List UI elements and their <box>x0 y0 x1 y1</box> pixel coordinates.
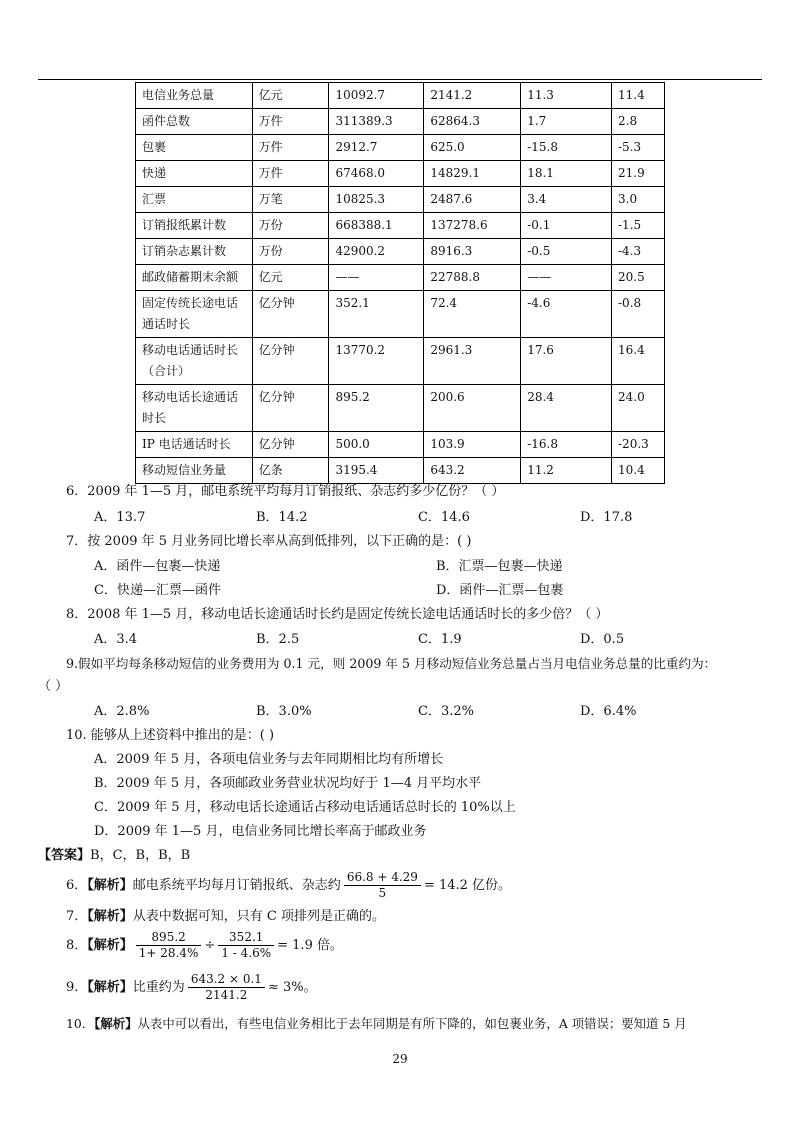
table-row <box>136 338 665 385</box>
table-cell: -20.3 <box>612 432 665 458</box>
table-cell: 668388.1 <box>329 213 424 239</box>
table-cell: 订销杂志累计数 <box>136 239 253 265</box>
analysis-9-denominator: 2141.2 <box>205 988 248 1002</box>
analysis-7-text: 从表中数据可知，只有 C 项排列是正确的。 <box>132 909 386 924</box>
table-cell: 8916.3 <box>424 239 521 265</box>
analysis-6-fraction <box>344 870 421 901</box>
q8-stem: 8．2008 年 1—5 月，移动电话长途通话时长约是固定传统长途电话通话时长的多少倍？（ ） <box>66 607 609 622</box>
table-cell: -15.8 <box>521 135 612 161</box>
q8-option-d: D．0.5 <box>580 632 625 647</box>
answer-text: B，C，B，B，B <box>90 848 191 863</box>
table-cell: 643.2 <box>424 458 521 484</box>
table-cell: 函件总数 <box>136 109 253 135</box>
analysis-7-tag: 【解析】 <box>87 909 133 924</box>
table-cell: 亿元 <box>252 83 329 109</box>
table-cell: 137278.6 <box>424 213 521 239</box>
analysis-7 <box>66 908 385 926</box>
q8-option-b: B．2.5 <box>256 632 300 647</box>
table-cell: IP 电话通话时长 <box>136 432 253 458</box>
table-cell: 28.4 <box>521 385 612 432</box>
table-cell: 亿分钟 <box>252 291 329 338</box>
page-number: 29 <box>392 1052 408 1066</box>
table-cell: 万份 <box>252 239 329 265</box>
analysis-8 <box>66 928 343 964</box>
q7-option-a: A．函件—包裹—快递 <box>94 559 221 574</box>
table-row <box>136 458 665 484</box>
table-row <box>136 83 665 109</box>
analysis-8-tag: 【解析】 <box>87 938 133 953</box>
table-cell: 11.4 <box>612 83 665 109</box>
q7-option-c: C．快递—汇票—函件 <box>94 583 221 598</box>
statistics-table <box>135 82 665 484</box>
analysis-9-text: 比重约为 <box>132 980 185 995</box>
analysis-10-tag: 【解析】 <box>94 1016 138 1031</box>
table-cell: 包裹 <box>136 135 253 161</box>
analysis-6-text: 邮电系统平均每月订销报纸、杂志约 <box>132 878 341 893</box>
table-row <box>136 187 665 213</box>
table-cell: 200.6 <box>424 385 521 432</box>
analysis-10 <box>66 1015 687 1033</box>
q9-option-a: A．2.8% <box>94 704 150 719</box>
analysis-9-result: ≈ 3%。 <box>267 980 317 995</box>
table-cell: 67468.0 <box>329 161 424 187</box>
table-cell: 11.2 <box>521 458 612 484</box>
table-row <box>136 291 665 338</box>
q6-option-b: B．14.2 <box>256 510 308 525</box>
table-cell: 10.4 <box>612 458 665 484</box>
q8-option-c: C．1.9 <box>418 632 462 647</box>
q7-option-d: D．函件—汇票—包裹 <box>436 583 564 598</box>
table-cell: 邮政储蓄期末余额 <box>136 265 253 291</box>
table-cell: 352.1 <box>329 291 424 338</box>
table-cell: 万笔 <box>252 187 329 213</box>
answer-label: 【答案】 <box>38 848 91 863</box>
analysis-8-divide: ÷ <box>204 938 216 953</box>
table-cell: 13770.2 <box>329 338 424 385</box>
table-row <box>136 432 665 458</box>
table-cell: 10092.7 <box>329 83 424 109</box>
analysis-6-numerator: 66.8 + 4.29 <box>344 870 421 886</box>
table-cell: 3195.4 <box>329 458 424 484</box>
table-cell: —— <box>329 265 424 291</box>
analysis-8-fraction-1 <box>136 930 202 961</box>
table-cell: 固定传统长途电话通话时长 <box>136 291 253 338</box>
q8-option-a: A．3.4 <box>94 632 138 647</box>
analysis-6-tag: 【解析】 <box>87 878 133 893</box>
table-cell: 亿分钟 <box>252 338 329 385</box>
analysis-10-number: 10． <box>66 1016 95 1031</box>
table-cell: 625.0 <box>424 135 521 161</box>
table-cell: 万份 <box>252 213 329 239</box>
table-row <box>136 385 665 432</box>
q9-option-b: B．3.0% <box>256 704 312 719</box>
analysis-6-denominator: 5 <box>378 886 387 900</box>
table-cell: -0.1 <box>521 213 612 239</box>
table-cell: 万件 <box>252 109 329 135</box>
analysis-7-number: 7． <box>66 909 88 924</box>
analysis-9-fraction <box>188 972 265 1003</box>
table-row <box>136 265 665 291</box>
table-cell: 亿分钟 <box>252 385 329 432</box>
analysis-6-number: 6． <box>66 878 88 893</box>
table-cell: 2961.3 <box>424 338 521 385</box>
q7-stem: 7．按 2009 年 5 月业务同比增长率从高到低排列，以下正确的是：( ) <box>66 534 472 549</box>
table-cell: 2.8 <box>612 109 665 135</box>
analysis-8-fraction-2 <box>218 930 274 961</box>
table-cell: 24.0 <box>612 385 665 432</box>
table-row <box>136 109 665 135</box>
table-row <box>136 213 665 239</box>
analysis-8-numerator-2: 352.1 <box>218 930 274 946</box>
table-cell: 3.4 <box>521 187 612 213</box>
table-cell: 移动短信业务量 <box>136 458 253 484</box>
q6-stem: 6．2009 年 1—5 月，邮电系统平均每月订销报纸、杂志约多少亿份？（ ） <box>66 484 505 499</box>
q9-stem-paren: （ ） <box>38 679 69 694</box>
analysis-9 <box>66 970 317 1006</box>
table-cell: 万件 <box>252 161 329 187</box>
table-cell: 14829.1 <box>424 161 521 187</box>
table-cell: 1.7 <box>521 109 612 135</box>
table-cell: 亿元 <box>252 265 329 291</box>
answer-line <box>38 847 190 865</box>
analysis-8-result: = 1.9 倍。 <box>277 938 343 953</box>
table-cell: 311389.3 <box>329 109 424 135</box>
q9-stem: 9.假如平均每条移动短信的业务费用为 0.1 元，则 2009 年 5 月移动短信业务总量占当月电信业务总量的比重约为： <box>66 656 717 671</box>
table-cell: 103.9 <box>424 432 521 458</box>
table-cell: 电信业务总量 <box>136 83 253 109</box>
table-row <box>136 239 665 265</box>
analysis-8-denominator-2: 1 - 4.6% <box>221 946 272 960</box>
table-cell: 500.0 <box>329 432 424 458</box>
analysis-8-denominator-1: 1+ 28.4% <box>138 946 199 960</box>
analysis-10-text: 从表中可以看出，有些电信业务相比于去年同期是有所下降的，如包裹业务，A 项错误；要知道 5 月 <box>137 1016 687 1031</box>
table-cell: 亿分钟 <box>252 432 329 458</box>
table-cell: -4.3 <box>612 239 665 265</box>
analysis-8-numerator-1: 895.2 <box>136 930 202 946</box>
table-cell: 21.9 <box>612 161 665 187</box>
table-cell: 2487.6 <box>424 187 521 213</box>
q6-option-d: D．17.8 <box>580 510 633 525</box>
table-cell: 62864.3 <box>424 109 521 135</box>
q10-option-b: B．2009 年 5 月，各项邮政业务营业状况均好于 1—4 月平均水平 <box>94 776 482 791</box>
table-cell: —— <box>521 265 612 291</box>
table-cell: 11.3 <box>521 83 612 109</box>
table-cell: 20.5 <box>612 265 665 291</box>
table-cell: -4.6 <box>521 291 612 338</box>
table-cell: 17.6 <box>521 338 612 385</box>
table-cell: 亿条 <box>252 458 329 484</box>
q10-option-a: A．2009 年 5 月，各项电信业务与去年同期相比均有所增长 <box>94 752 444 767</box>
table-row <box>136 161 665 187</box>
q7-option-b: B．汇票—包裹—快递 <box>436 559 563 574</box>
table-cell: 16.4 <box>612 338 665 385</box>
table-row <box>136 135 665 161</box>
q9-option-c: C．3.2% <box>418 704 474 719</box>
q10-stem: 10. 能够从上述资料中推出的是：( ) <box>66 728 275 743</box>
table-cell: -5.3 <box>612 135 665 161</box>
analysis-9-tag: 【解析】 <box>87 980 133 995</box>
q10-option-d: D．2009 年 1—5 月，电信业务同比增长率高于邮政业务 <box>94 824 427 839</box>
table-cell: 移动电话通话时长（合计） <box>136 338 253 385</box>
q10-option-c: C．2009 年 5 月，移动电话长途通话占移动电话通话总时长的 10%以上 <box>94 800 516 815</box>
analysis-9-number: 9． <box>66 980 88 995</box>
table-cell: -0.8 <box>612 291 665 338</box>
header-rule <box>38 79 762 80</box>
table-cell: 快递 <box>136 161 253 187</box>
table-cell: 2141.2 <box>424 83 521 109</box>
analysis-9-numerator: 643.2 × 0.1 <box>188 972 265 988</box>
table-cell: 895.2 <box>329 385 424 432</box>
table-cell: -1.5 <box>612 213 665 239</box>
table-cell: 万件 <box>252 135 329 161</box>
table-cell: 42900.2 <box>329 239 424 265</box>
table-cell: 72.4 <box>424 291 521 338</box>
analysis-6-result: = 14.2 亿份。 <box>423 878 512 893</box>
analysis-8-number: 8． <box>66 938 88 953</box>
table-cell: 22788.8 <box>424 265 521 291</box>
table-cell: 订销报纸累计数 <box>136 213 253 239</box>
q6-option-c: C．14.6 <box>418 510 470 525</box>
table-cell: -0.5 <box>521 239 612 265</box>
table-cell: 汇票 <box>136 187 253 213</box>
table-cell: 移动电话长途通话时长 <box>136 385 253 432</box>
table-cell: 10825.3 <box>329 187 424 213</box>
q6-option-a: A．13.7 <box>94 510 146 525</box>
table-cell: 18.1 <box>521 161 612 187</box>
analysis-6 <box>66 868 511 904</box>
table-cell: 3.0 <box>612 187 665 213</box>
q9-option-d: D．6.4% <box>580 704 637 719</box>
table-cell: 2912.7 <box>329 135 424 161</box>
table-cell: -16.8 <box>521 432 612 458</box>
